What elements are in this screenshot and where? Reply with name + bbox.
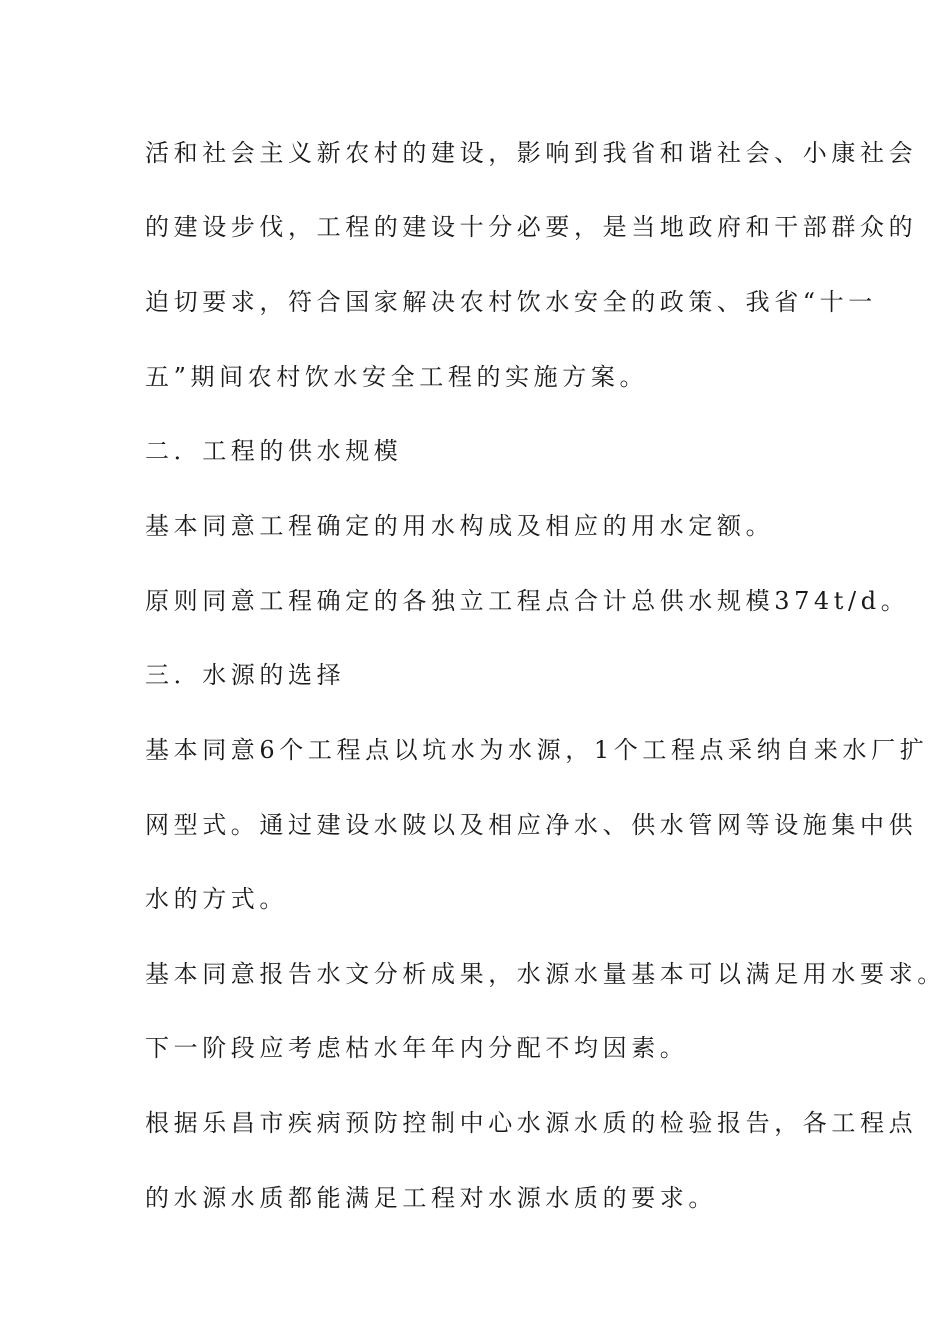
paragraph-line: 迫切要求，符合国家解决农村饮水安全的政策、我省“十一 [145, 288, 877, 316]
section-heading: 二．工程的供水规模 [145, 437, 403, 465]
paragraph-line: 基本同意6个工程点以坑水为水源，1个工程点采纳自来水厂扩 [145, 736, 929, 764]
paragraph-line: 下一阶段应考虑枯水年年内分配不均因素。 [145, 1034, 689, 1062]
paragraph-line: 基本同意工程确定的用水构成及相应的用水定额。 [145, 512, 775, 540]
paragraph-line: 水的方式。 [145, 885, 288, 913]
paragraph-line: 基本同意报告水文分析成果，水源水量基本可以满足用水要求。 [145, 960, 946, 988]
paragraph-line: 根据乐昌市疾病预防控制中心水源水质的检验报告，各工程点 [145, 1109, 918, 1137]
paragraph-line: 的水源水质都能满足工程对水源水质的要求。 [145, 1184, 717, 1212]
paragraph-line: 的建设步伐，工程的建设十分必要，是当地政府和干部群众的 [145, 213, 918, 241]
paragraph-line: 网型式。通过建设水陂以及相应净水、供水管网等设施集中供 [145, 811, 918, 839]
section-heading: 三．水源的选择 [145, 661, 346, 689]
paragraph-line: 五”期间农村饮水安全工程的实施方案。 [145, 363, 649, 391]
paragraph-line: 活和社会主义新农村的建设，影响到我省和谐社会、小康社会 [145, 139, 918, 167]
paragraph-line: 原则同意工程确定的各独立工程点合计总供水规模374t/d。 [145, 587, 910, 615]
